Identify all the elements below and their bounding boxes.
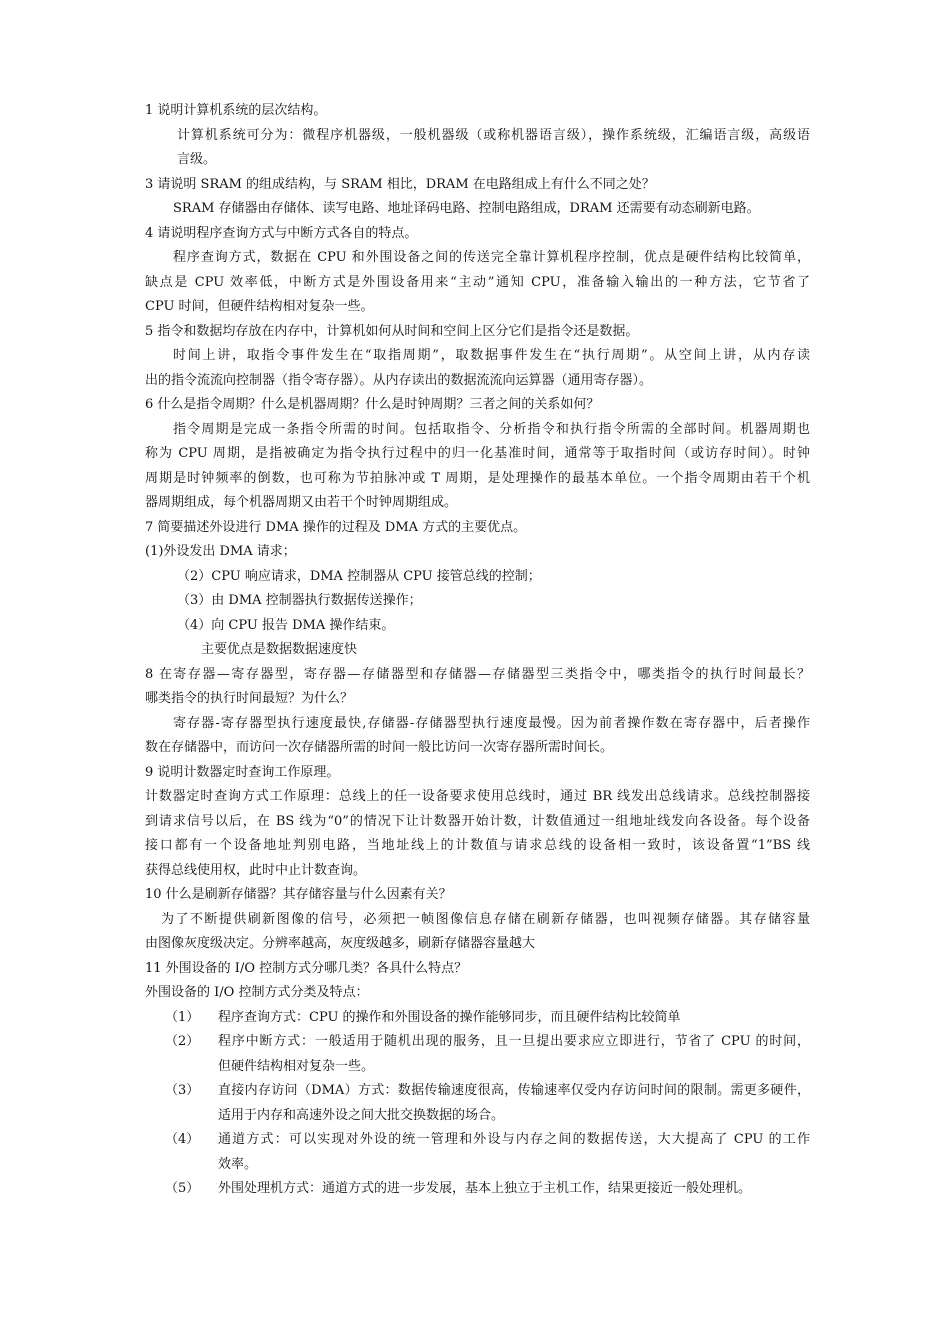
answer-3-line-1: SRAM 存储器由存储体、读写电路、地址译码电路、控制电路组成，DRAM 还需要有动态刷新电路。 [173,201,760,216]
answer-9-line-3: 接口都有一个设备地址判别电路，当地址线上的计数值与请求总线的设备相一致时，该设备置“1”BS 线 [145,838,810,853]
question-5: 5 指令和数据均存放在内存中，计算机如何从时间和空间上区分它们是指令还是数据。 [145,323,639,339]
question-7: 7 简要描述外设进行 DMA 操作的过程及 DMA 方式的主要优点。 [145,519,527,535]
answer-1-line-1: 计算机系统可分为：微程序机器级，一般机器级（或称机器语言级），操作系统级，汇编语言级，高级语 [177,127,810,143]
answer-6-line-3: 周期是时钟频率的倒数，也可称为节拍脉冲或 T 周期，是处理操作的最基本单位。一个指令周期由若干个机 [145,470,810,486]
io-method-text-line-2: 适用于内存和高速外设之间大批交换数据的场合。 [218,1107,505,1123]
answer-8-line-1: 寄存器-寄存器型执行速度最快,存储器-存储器型执行速度最慢。因为前者操作数在寄存器中，后者操作 [173,715,810,731]
io-method-number: （5） [165,1181,200,1196]
question-10: 10 什么是刷新存储器？其存储容量与什么因素有关？ [145,887,452,902]
question-11: 11 外围设备的 I/O 控制方式分哪几类？各具什么特点？ [145,960,468,976]
io-method-text-line-1: 通道方式：可以实现对外设的统一管理和外设与内存之间的数据传送，大大提高了 CPU 的工作 [218,1132,810,1147]
answer-5-line-2: 出的指令流流向控制器（指令寄存器）。从内存读出的数据流流向运算器（通用寄存器）。 [145,372,653,388]
answer-4-line-3: CPU 时间，但硬件结构相对复杂一些。 [145,299,374,314]
io-method-number: （4） [165,1132,200,1147]
question-6: 6 什么是指令周期？什么是机器周期？什么是时钟周期？三者之间的关系如何？ [145,397,600,412]
io-method-item-5 [145,1177,810,1202]
io-method-text-line-1: 直接内存访问（DMA）方式：数据传输速度很高，传输速率仅受内存访问时间的限制。需更多硬件， [218,1083,810,1098]
answer-9-line-4: 获得总线使用权，此时中止计数查询。 [145,862,367,878]
dma-advantage: 主要优点是数据数据速度快 [201,642,358,657]
io-method-text-line-1: 程序查询方式：CPU 的操作和外围设备的操作能够同步，而且硬件结构比较简单 [218,1009,681,1025]
answer-4-line-2: 缺点是 CPU 效率低，中断方式是外围设备用来“主动”通知 CPU，准备输入输出的一种方法，它节省了 [145,274,810,290]
question-8-line-1: 8 在寄存器—寄存器型，寄存器—存储器型和存储器—存储器型三类指令中，哪类指令的执行时间最长？ [145,666,810,682]
answer-8-line-2: 数在存储器中，而访问一次存储器所需的时间一般比访问一次寄存器所需时间长。 [145,740,614,755]
io-method-text-line-1: 程序中断方式：一般适用于随机出现的服务，且一旦提出要求应立即进行，节省了 CPU 的时间， [218,1034,810,1049]
io-method-text-line-1: 外围处理机方式：通道方式的进一步发展，基本上独立于主机工作，结果更接近一般处理机。 [218,1181,752,1196]
question-4: 4 请说明程序查询方式与中断方式各自的特点。 [145,225,418,241]
io-method-number: （2） [165,1034,200,1049]
question-3: 3 请说明 SRAM 的组成结构，与 SRAM 相比，DRAM 在电路组成上有什么不同之处？ [145,176,655,192]
answer-10-line-2: 由图像灰度级决定。分辨率越高，灰度级越多，刷新存储器容量越大 [145,936,536,951]
answer-6-line-1: 指令周期是完成一条指令所需的时间。包括取指令、分析指令和执行指令所需的全部时间。机器周期也 [173,421,810,437]
answer-6-line-4: 器周期组成，每个机器周期又由若干个时钟周期组成。 [145,495,458,510]
io-method-number: （1） [165,1009,200,1025]
dma-step-4: （4）向 CPU 报告 DMA 操作结束。 [177,617,395,633]
question-9: 9 说明计数器定时查询工作原理。 [145,764,340,780]
question-8-line-2: 哪类指令的执行时间最短？为什么？ [145,691,354,706]
answer-5-line-1: 时间上讲，取指令事件发生在“取指周期”，取数据事件发生在“执行周期”。从空间上讲，从内存读 [173,348,810,363]
io-method-item-2 [145,1030,810,1079]
answer-10-line-1: 为了不断提供刷新图像的信号，必须把一帧图像信息存储在刷新存储器，也叫视频存储器。其存储容量 [161,911,810,927]
io-method-item-1 [145,1006,810,1031]
dma-step-1: (1)外设发出 DMA 请求； [145,544,296,559]
io-method-item-4 [145,1128,810,1177]
question-1: 1 说明计算机系统的层次结构。 [145,103,327,118]
answer-9-line-2: 到请求信号以后，在 BS 线为“0”的情况下让计数器开始计数，计数值通过一组地址线发向各设备。每个设备 [145,813,810,829]
answer-4-line-1: 程序查询方式，数据在 CPU 和外围设备之间的传送完全靠计算机程序控制，优点是硬件结构比较简单， [173,250,810,265]
io-method-text-line-2: 效率。 [218,1156,258,1172]
answer-6-line-2: 称为 CPU 周期，是指被确定为指令执行过程中的归一化基准时间，通常等于取指时间（或访存时间）。时钟 [145,446,810,461]
answer-9-line-1: 计数器定时查询方式工作原理：总线上的任一设备要求使用总线时，通过 BR 线发出总线请求。总线控制器接 [145,789,810,804]
io-method-text-line-2: 但硬件结构相对复杂一些。 [218,1058,375,1074]
answer-1-line-2: 言级。 [177,152,217,167]
io-method-item-3 [145,1079,810,1128]
dma-step-3: （3）由 DMA 控制器执行数据传送操作； [177,593,422,608]
document-page [145,99,810,1202]
io-method-number: （3） [165,1083,200,1098]
answer-11-intro: 外围设备的 I/O 控制方式分类及特点： [145,985,369,1000]
dma-step-2: （2）CPU 响应请求，DMA 控制器从 CPU 接管总线的控制； [177,568,541,584]
